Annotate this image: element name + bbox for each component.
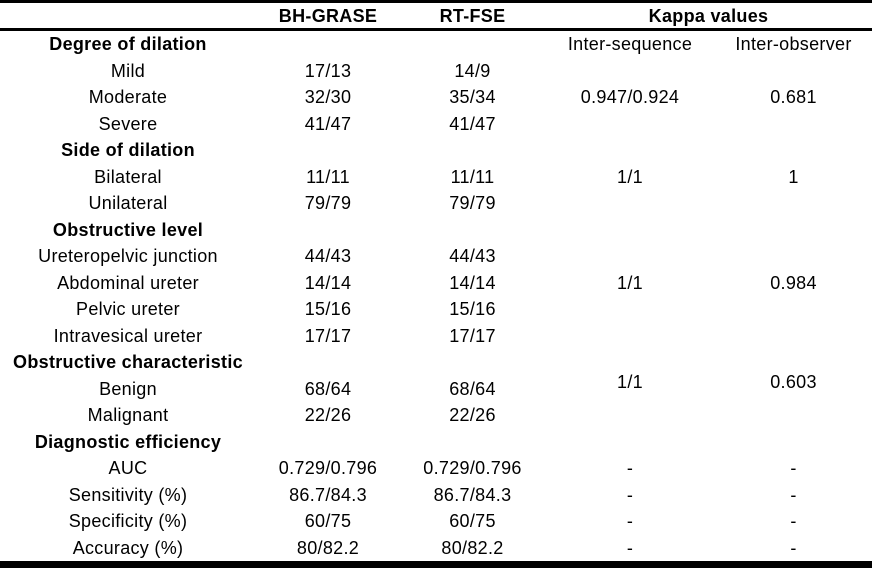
section-header-row — [0, 217, 872, 244]
rt-fse-value: 0.729/0.796 — [423, 458, 522, 479]
rt-fse-value: 41/47 — [449, 113, 496, 134]
bh-grase-value: 17/13 — [304, 60, 352, 81]
bh-grase-value: 11/11 — [306, 166, 350, 187]
table-row — [0, 508, 872, 535]
row-label: Abdominal ureter — [57, 272, 199, 293]
row-label: Malignant — [87, 405, 169, 426]
column-header-inter-sequence: Inter-sequence — [567, 34, 693, 55]
row-label: Severe — [98, 113, 158, 134]
table-row — [0, 164, 872, 191]
section-label: Degree of dilation — [49, 34, 207, 55]
inter-sequence-kappa: - — [626, 458, 634, 479]
inter-sequence-kappa: - — [626, 484, 634, 505]
row-label: Accuracy (%) — [72, 537, 184, 558]
table-row — [0, 243, 872, 270]
column-header-inter-observer: Inter-observer — [735, 34, 852, 55]
bh-grase-value: 44/43 — [304, 246, 352, 267]
table-row — [0, 535, 872, 562]
table-row — [0, 190, 872, 217]
bh-grase-value: 80/82.2 — [296, 537, 360, 558]
bh-grase-value: 68/64 — [304, 378, 352, 399]
column-header-bh-grase: BH-GRASE — [278, 5, 378, 26]
table-row — [0, 111, 872, 138]
inter-sequence-kappa: 1/1 — [617, 371, 643, 392]
inter-observer-kappa: 0.984 — [770, 272, 817, 293]
column-header-kappa-values: Kappa values — [648, 5, 769, 26]
inter-sequence-kappa: - — [626, 537, 634, 558]
bh-grase-value: 0.729/0.796 — [278, 458, 378, 479]
inter-observer-kappa: - — [790, 537, 797, 558]
bh-grase-value: 22/26 — [304, 405, 352, 426]
row-label: Bilateral — [94, 166, 162, 187]
rt-fse-value: 68/64 — [449, 378, 496, 399]
table-row — [0, 371, 872, 403]
row-label: Moderate — [88, 87, 168, 108]
table-row — [0, 296, 872, 323]
rt-fse-value: 44/43 — [449, 246, 496, 267]
bh-grase-value: 86.7/84.3 — [289, 484, 367, 505]
table-row — [0, 323, 872, 350]
rt-fse-value: 60/75 — [449, 511, 496, 532]
bh-grase-value: 79/79 — [304, 193, 352, 214]
rt-fse-value: 80/82.2 — [441, 537, 504, 558]
kappa-subheader-row — [0, 31, 872, 58]
rt-fse-value: 15/16 — [449, 299, 496, 320]
section-header-row — [0, 137, 872, 164]
inter-observer-kappa: - — [790, 511, 797, 532]
row-label: Pelvic ureter — [76, 299, 180, 320]
row-label: Obstructive characteristic — [13, 352, 243, 373]
table-row — [0, 482, 872, 509]
table-row — [0, 455, 872, 482]
rt-fse-value: 11/11 — [450, 166, 495, 187]
section-header-row — [0, 349, 872, 376]
inter-sequence-kappa: 1/1 — [617, 166, 643, 187]
inter-observer-kappa: - — [790, 458, 797, 479]
inter-sequence-kappa: - — [626, 511, 634, 532]
bh-grase-value: 41/47 — [304, 113, 352, 134]
bh-grase-value: 32/30 — [304, 87, 352, 108]
row-label: Diagnostic efficiency — [34, 431, 222, 452]
row-label: Specificity (%) — [68, 511, 188, 532]
bh-grase-value: 14/14 — [304, 272, 352, 293]
table-row — [0, 58, 872, 85]
row-label: Unilateral — [88, 193, 168, 214]
rt-fse-value: 79/79 — [449, 193, 496, 214]
row-label: Obstructive level — [52, 219, 204, 240]
inter-observer-kappa: 0.603 — [770, 371, 817, 392]
rt-fse-value: 17/17 — [449, 325, 496, 346]
column-header-rt-fse: RT-FSE — [439, 5, 506, 26]
row-label: Sensitivity (%) — [68, 484, 188, 505]
rt-fse-value: 86.7/84.3 — [433, 484, 512, 505]
row-label: Benign — [99, 378, 157, 399]
row-label: AUC — [108, 458, 148, 479]
inter-observer-kappa: - — [790, 484, 797, 505]
bh-grase-value: 60/75 — [304, 511, 352, 532]
rt-fse-value: 35/34 — [449, 87, 496, 108]
table-row — [0, 84, 872, 111]
inter-observer-kappa: 1 — [788, 166, 799, 187]
row-label: Mild — [110, 60, 146, 81]
rt-fse-value: 14/14 — [449, 272, 496, 293]
inter-sequence-kappa: 0.947/0.924 — [580, 87, 680, 108]
inter-observer-kappa: 0.681 — [770, 87, 817, 108]
rt-fse-value: 22/26 — [449, 405, 496, 426]
row-label: Ureteropelvic junction — [38, 246, 218, 267]
table-row — [0, 270, 872, 297]
rt-fse-value: 14/9 — [454, 60, 491, 81]
bh-grase-value: 15/16 — [304, 299, 352, 320]
bh-grase-value: 17/17 — [304, 325, 352, 346]
row-label: Intravesical ureter — [53, 325, 203, 346]
row-label: Side of dilation — [61, 140, 195, 161]
section-header-row — [0, 429, 872, 456]
table-row — [0, 402, 872, 429]
column-header-row — [0, 3, 872, 28]
inter-sequence-kappa: 1/1 — [617, 272, 643, 293]
